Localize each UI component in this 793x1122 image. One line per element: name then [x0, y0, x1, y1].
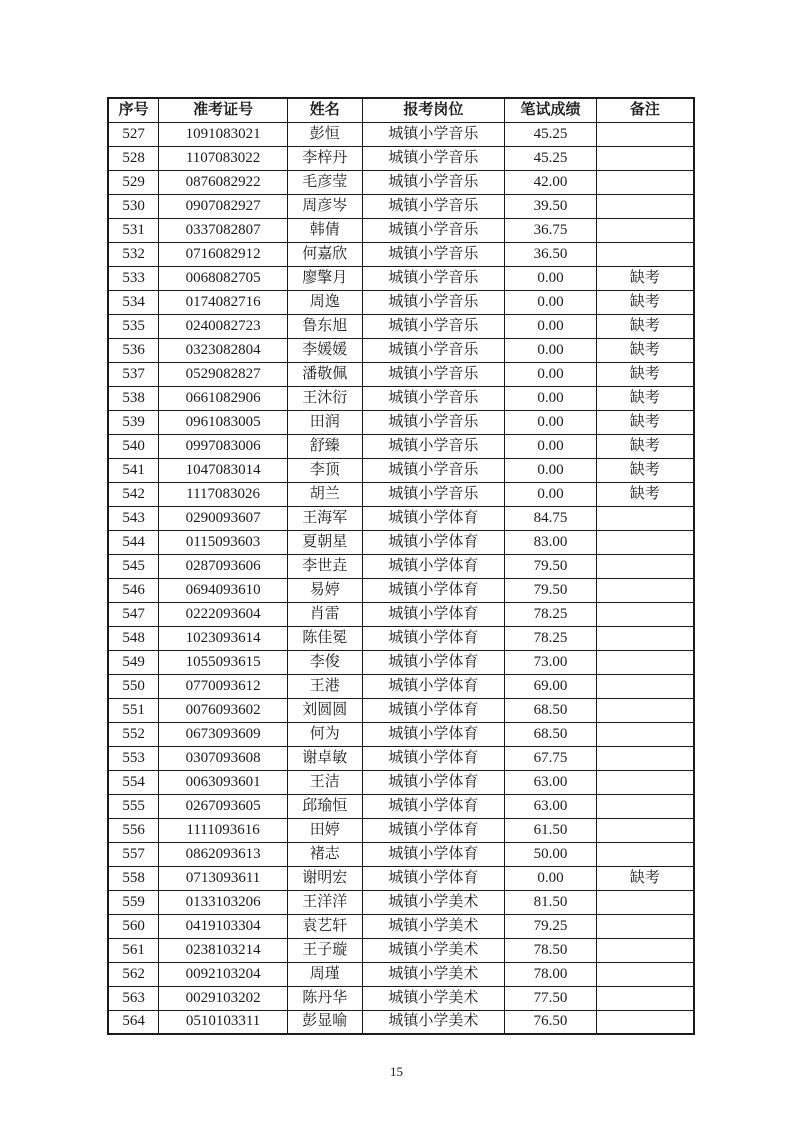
serial-cell: 539: [108, 410, 159, 434]
serial-cell: 544: [108, 530, 159, 554]
score-cell: 0.00: [505, 290, 597, 314]
serial-cell: 560: [108, 914, 159, 938]
score-cell: 0.00: [505, 410, 597, 434]
admission-number-cell: 0862093613: [159, 842, 288, 866]
admission-number-cell: 0716082912: [159, 242, 288, 266]
name-cell: 李世垚: [287, 554, 362, 578]
name-cell: 王海军: [287, 506, 362, 530]
admission-number-cell: 0063093601: [159, 770, 288, 794]
position-cell: 城镇小学体育: [362, 698, 505, 722]
admission-number-cell: 0076093602: [159, 698, 288, 722]
remark-cell: [596, 962, 694, 986]
serial-cell: 527: [108, 122, 159, 146]
position-cell: 城镇小学音乐: [362, 194, 505, 218]
score-cell: 63.00: [505, 770, 597, 794]
table-row: [108, 722, 694, 746]
table-row: [108, 506, 694, 530]
score-cell: 45.25: [505, 122, 597, 146]
serial-cell: 547: [108, 602, 159, 626]
serial-cell: 530: [108, 194, 159, 218]
score-cell: 67.75: [505, 746, 597, 770]
admission-number-cell: 0029103202: [159, 986, 288, 1010]
table-row: [108, 626, 694, 650]
column-header-position-cell: 报考岗位: [362, 98, 505, 122]
position-cell: 城镇小学体育: [362, 506, 505, 530]
serial-cell: 563: [108, 986, 159, 1010]
remark-cell: [596, 122, 694, 146]
serial-cell: 552: [108, 722, 159, 746]
serial-cell: 550: [108, 674, 159, 698]
table-row: [108, 458, 694, 482]
score-cell: 81.50: [505, 890, 597, 914]
score-cell: 0.00: [505, 458, 597, 482]
position-cell: 城镇小学体育: [362, 554, 505, 578]
serial-cell: 538: [108, 386, 159, 410]
score-cell: 76.50: [505, 1010, 597, 1034]
position-cell: 城镇小学音乐: [362, 218, 505, 242]
position-cell: 城镇小学体育: [362, 842, 505, 866]
admission-number-cell: 0323082804: [159, 338, 288, 362]
remark-cell: [596, 722, 694, 746]
remark-cell: 缺考: [596, 386, 694, 410]
name-cell: 夏朝星: [287, 530, 362, 554]
table-row: [108, 362, 694, 386]
table-row: [108, 530, 694, 554]
name-cell: 袁艺轩: [287, 914, 362, 938]
score-cell: 0.00: [505, 362, 597, 386]
table-row: [108, 314, 694, 338]
name-cell: 廖擎月: [287, 266, 362, 290]
position-cell: 城镇小学体育: [362, 530, 505, 554]
remark-cell: [596, 650, 694, 674]
name-cell: 田婷: [287, 818, 362, 842]
score-cell: 0.00: [505, 866, 597, 890]
remark-cell: [596, 674, 694, 698]
serial-cell: 542: [108, 482, 159, 506]
table-row: [108, 842, 694, 866]
name-cell: 周瑾: [287, 962, 362, 986]
remark-cell: 缺考: [596, 314, 694, 338]
serial-cell: 557: [108, 842, 159, 866]
name-cell: 毛彦莹: [287, 170, 362, 194]
position-cell: 城镇小学美术: [362, 914, 505, 938]
name-cell: 李俊: [287, 650, 362, 674]
admission-number-cell: 0287093606: [159, 554, 288, 578]
score-cell: 68.50: [505, 722, 597, 746]
table-row: [108, 866, 694, 890]
remark-cell: 缺考: [596, 362, 694, 386]
name-cell: 韩倩: [287, 218, 362, 242]
score-cell: 78.25: [505, 602, 597, 626]
admission-number-cell: 0770093612: [159, 674, 288, 698]
table-row: [108, 698, 694, 722]
score-cell: 79.50: [505, 578, 597, 602]
serial-cell: 555: [108, 794, 159, 818]
position-cell: 城镇小学体育: [362, 866, 505, 890]
table-row: [108, 890, 694, 914]
score-cell: 0.00: [505, 314, 597, 338]
admission-number-cell: 0174082716: [159, 290, 288, 314]
column-header-serial-cell: 序号: [108, 98, 159, 122]
remark-cell: [596, 602, 694, 626]
score-cell: 79.25: [505, 914, 597, 938]
position-cell: 城镇小学音乐: [362, 458, 505, 482]
score-cell: 77.50: [505, 986, 597, 1010]
position-cell: 城镇小学体育: [362, 818, 505, 842]
name-cell: 易婷: [287, 578, 362, 602]
table-row: [108, 482, 694, 506]
serial-cell: 534: [108, 290, 159, 314]
table-row: [108, 818, 694, 842]
remark-cell: [596, 506, 694, 530]
remark-cell: 缺考: [596, 290, 694, 314]
admission-number-cell: 1023093614: [159, 626, 288, 650]
position-cell: 城镇小学体育: [362, 650, 505, 674]
name-cell: 王港: [287, 674, 362, 698]
position-cell: 城镇小学体育: [362, 770, 505, 794]
position-cell: 城镇小学体育: [362, 626, 505, 650]
name-cell: 鲁东旭: [287, 314, 362, 338]
name-cell: 周逸: [287, 290, 362, 314]
admission-number-cell: 0115093603: [159, 530, 288, 554]
table-row: [108, 938, 694, 962]
remark-cell: [596, 194, 694, 218]
remark-cell: 缺考: [596, 410, 694, 434]
remark-cell: [596, 938, 694, 962]
score-cell: 68.50: [505, 698, 597, 722]
remark-cell: [596, 698, 694, 722]
table-row: [108, 146, 694, 170]
table-row: [108, 290, 694, 314]
table-row: [108, 674, 694, 698]
remark-cell: [596, 242, 694, 266]
remark-cell: [596, 890, 694, 914]
remark-cell: [596, 530, 694, 554]
name-cell: 谢卓敏: [287, 746, 362, 770]
score-cell: 61.50: [505, 818, 597, 842]
name-cell: 胡兰: [287, 482, 362, 506]
score-cell: 63.00: [505, 794, 597, 818]
column-header-remark-cell: 备注: [596, 98, 694, 122]
remark-cell: [596, 578, 694, 602]
header-row: [108, 98, 694, 122]
serial-cell: 545: [108, 554, 159, 578]
table-row: [108, 122, 694, 146]
serial-cell: 554: [108, 770, 159, 794]
score-cell: 78.00: [505, 962, 597, 986]
position-cell: 城镇小学音乐: [362, 122, 505, 146]
name-cell: 王子璇: [287, 938, 362, 962]
name-cell: 陈丹华: [287, 986, 362, 1010]
admission-number-cell: 0907082927: [159, 194, 288, 218]
serial-cell: 529: [108, 170, 159, 194]
table-row: [108, 962, 694, 986]
table-row: [108, 746, 694, 770]
score-cell: 39.50: [505, 194, 597, 218]
position-cell: 城镇小学体育: [362, 674, 505, 698]
column-header-score-cell: 笔试成绩: [505, 98, 597, 122]
remark-cell: [596, 170, 694, 194]
score-cell: 42.00: [505, 170, 597, 194]
table-body: [108, 122, 694, 1034]
table-row: [108, 914, 694, 938]
remark-cell: [596, 818, 694, 842]
position-cell: 城镇小学音乐: [362, 338, 505, 362]
table-row: [108, 434, 694, 458]
table-row: [108, 218, 694, 242]
table-row: [108, 794, 694, 818]
admission-number-cell: 0661082906: [159, 386, 288, 410]
admission-number-cell: 0240082723: [159, 314, 288, 338]
serial-cell: 543: [108, 506, 159, 530]
admission-number-cell: 0092103204: [159, 962, 288, 986]
position-cell: 城镇小学音乐: [362, 482, 505, 506]
table-row: [108, 986, 694, 1010]
admission-number-cell: 1111093616: [159, 818, 288, 842]
admission-number-cell: 1047083014: [159, 458, 288, 482]
remark-cell: 缺考: [596, 458, 694, 482]
name-cell: 田润: [287, 410, 362, 434]
serial-cell: 553: [108, 746, 159, 770]
score-cell: 79.50: [505, 554, 597, 578]
admission-number-cell: 0222093604: [159, 602, 288, 626]
name-cell: 邱瑜恒: [287, 794, 362, 818]
score-cell: 0.00: [505, 434, 597, 458]
table-row: [108, 410, 694, 434]
score-cell: 0.00: [505, 266, 597, 290]
position-cell: 城镇小学体育: [362, 794, 505, 818]
name-cell: 周彦岑: [287, 194, 362, 218]
table-row: [108, 1010, 694, 1034]
remark-cell: [596, 1010, 694, 1034]
name-cell: 褚志: [287, 842, 362, 866]
name-cell: 李顶: [287, 458, 362, 482]
serial-cell: 528: [108, 146, 159, 170]
name-cell: 舒臻: [287, 434, 362, 458]
name-cell: 谢明宏: [287, 866, 362, 890]
position-cell: 城镇小学音乐: [362, 242, 505, 266]
remark-cell: 缺考: [596, 266, 694, 290]
admission-number-cell: 0068082705: [159, 266, 288, 290]
table-row: [108, 578, 694, 602]
remark-cell: [596, 794, 694, 818]
serial-cell: 535: [108, 314, 159, 338]
serial-cell: 559: [108, 890, 159, 914]
admission-number-cell: 0307093608: [159, 746, 288, 770]
position-cell: 城镇小学美术: [362, 986, 505, 1010]
score-cell: 78.50: [505, 938, 597, 962]
name-cell: 潘敬佩: [287, 362, 362, 386]
score-cell: 36.75: [505, 218, 597, 242]
remark-cell: [596, 770, 694, 794]
serial-cell: 562: [108, 962, 159, 986]
serial-cell: 551: [108, 698, 159, 722]
position-cell: 城镇小学音乐: [362, 146, 505, 170]
serial-cell: 532: [108, 242, 159, 266]
serial-cell: 537: [108, 362, 159, 386]
remark-cell: 缺考: [596, 338, 694, 362]
admission-number-cell: 0713093611: [159, 866, 288, 890]
table-row: [108, 194, 694, 218]
remark-cell: [596, 146, 694, 170]
position-cell: 城镇小学音乐: [362, 362, 505, 386]
serial-cell: 541: [108, 458, 159, 482]
remark-cell: [596, 986, 694, 1010]
serial-cell: 558: [108, 866, 159, 890]
admission-number-cell: 0337082807: [159, 218, 288, 242]
score-cell: 50.00: [505, 842, 597, 866]
serial-cell: 556: [108, 818, 159, 842]
admission-number-cell: 0267093605: [159, 794, 288, 818]
position-cell: 城镇小学体育: [362, 746, 505, 770]
table-row: [108, 554, 694, 578]
admission-number-cell: 0876082922: [159, 170, 288, 194]
position-cell: 城镇小学音乐: [362, 290, 505, 314]
name-cell: 王沐衍: [287, 386, 362, 410]
position-cell: 城镇小学音乐: [362, 266, 505, 290]
remark-cell: [596, 914, 694, 938]
score-cell: 0.00: [505, 338, 597, 362]
position-cell: 城镇小学音乐: [362, 386, 505, 410]
page-number: 15: [390, 1064, 403, 1079]
score-cell: 84.75: [505, 506, 597, 530]
table-row: [108, 266, 694, 290]
name-cell: 李媛媛: [287, 338, 362, 362]
remark-cell: [596, 554, 694, 578]
admission-number-cell: 0529082827: [159, 362, 288, 386]
name-cell: 彭显喻: [287, 1010, 362, 1034]
admission-number-cell: 0673093609: [159, 722, 288, 746]
position-cell: 城镇小学美术: [362, 1010, 505, 1034]
score-cell: 73.00: [505, 650, 597, 674]
serial-cell: 533: [108, 266, 159, 290]
serial-cell: 564: [108, 1010, 159, 1034]
table-row: [108, 602, 694, 626]
remark-cell: [596, 842, 694, 866]
serial-cell: 546: [108, 578, 159, 602]
remark-cell: 缺考: [596, 434, 694, 458]
score-cell: 0.00: [505, 482, 597, 506]
serial-cell: 531: [108, 218, 159, 242]
table-row: [108, 770, 694, 794]
column-header-name-cell: 姓名: [287, 98, 362, 122]
admission-number-cell: 0133103206: [159, 890, 288, 914]
position-cell: 城镇小学美术: [362, 890, 505, 914]
name-cell: 彭恒: [287, 122, 362, 146]
admission-number-cell: 0510103311: [159, 1010, 288, 1034]
remark-cell: [596, 626, 694, 650]
position-cell: 城镇小学体育: [362, 602, 505, 626]
remark-cell: [596, 746, 694, 770]
name-cell: 陈佳冕: [287, 626, 362, 650]
admission-number-cell: 1107083022: [159, 146, 288, 170]
name-cell: 肖雷: [287, 602, 362, 626]
score-cell: 78.25: [505, 626, 597, 650]
admission-number-cell: 0997083006: [159, 434, 288, 458]
admission-number-cell: 1117083026: [159, 482, 288, 506]
serial-cell: 540: [108, 434, 159, 458]
serial-cell: 561: [108, 938, 159, 962]
serial-cell: 549: [108, 650, 159, 674]
score-table: [107, 97, 695, 1035]
admission-number-cell: 1091083021: [159, 122, 288, 146]
name-cell: 刘圆圆: [287, 698, 362, 722]
position-cell: 城镇小学音乐: [362, 434, 505, 458]
score-cell: 0.00: [505, 386, 597, 410]
position-cell: 城镇小学音乐: [362, 314, 505, 338]
table-row: [108, 170, 694, 194]
admission-number-cell: 0961083005: [159, 410, 288, 434]
position-cell: 城镇小学美术: [362, 962, 505, 986]
admission-number-cell: 0419103304: [159, 914, 288, 938]
score-cell: 36.50: [505, 242, 597, 266]
score-cell: 69.00: [505, 674, 597, 698]
position-cell: 城镇小学音乐: [362, 410, 505, 434]
name-cell: 王洁: [287, 770, 362, 794]
position-cell: 城镇小学音乐: [362, 170, 505, 194]
admission-number-cell: 0238103214: [159, 938, 288, 962]
name-cell: 何为: [287, 722, 362, 746]
remark-cell: 缺考: [596, 482, 694, 506]
score-cell: 83.00: [505, 530, 597, 554]
score-cell: 45.25: [505, 146, 597, 170]
table-row: [108, 386, 694, 410]
column-header-admission-number-cell: 准考证号: [159, 98, 288, 122]
admission-number-cell: 1055093615: [159, 650, 288, 674]
name-cell: 李梓丹: [287, 146, 362, 170]
name-cell: 王洋洋: [287, 890, 362, 914]
position-cell: 城镇小学美术: [362, 938, 505, 962]
table-row: [108, 650, 694, 674]
table-row: [108, 242, 694, 266]
admission-number-cell: 0290093607: [159, 506, 288, 530]
table-header: [108, 98, 694, 122]
name-cell: 何嘉欣: [287, 242, 362, 266]
position-cell: 城镇小学体育: [362, 578, 505, 602]
serial-cell: 536: [108, 338, 159, 362]
admission-number-cell: 0694093610: [159, 578, 288, 602]
serial-cell: 548: [108, 626, 159, 650]
position-cell: 城镇小学体育: [362, 722, 505, 746]
remark-cell: [596, 218, 694, 242]
remark-cell: 缺考: [596, 866, 694, 890]
table-row: [108, 338, 694, 362]
